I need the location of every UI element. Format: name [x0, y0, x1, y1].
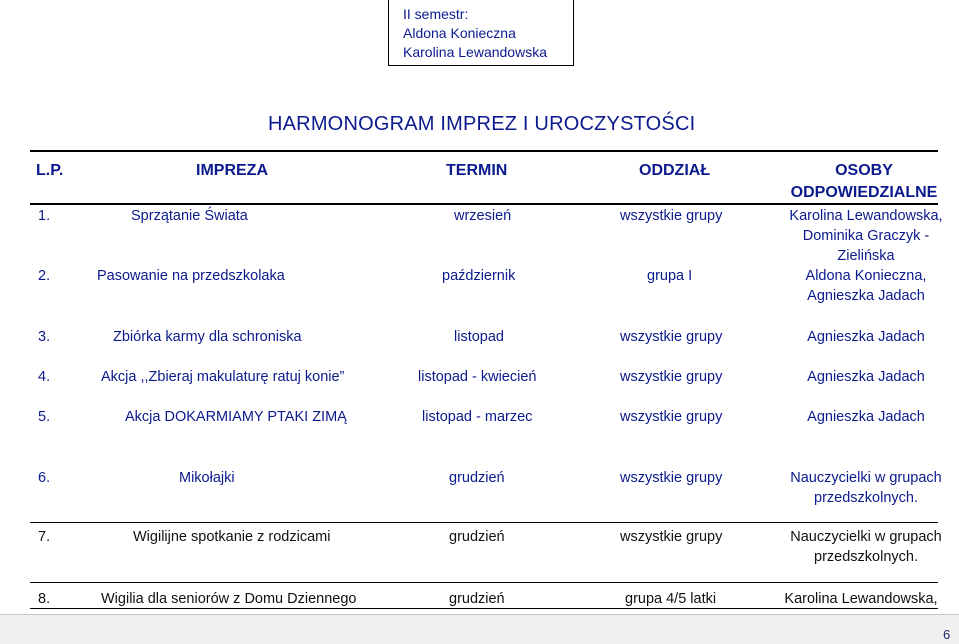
row-5-group: wszystkie grupy — [620, 409, 723, 425]
row-2-responsible — [778, 266, 954, 306]
row-4-resp-1: Agnieszka Jadach — [807, 369, 925, 385]
row-8-lp: 8. — [38, 591, 51, 607]
row-8-term: grudzień — [449, 591, 505, 607]
row-1-event: Sprzątanie Świata — [131, 208, 248, 224]
row-2-event: Pasowanie na przedszkolaka — [97, 268, 285, 284]
page-footer — [0, 614, 959, 644]
col-header-term: TERMIN — [446, 162, 508, 179]
row-1-lp: 1. — [38, 208, 51, 224]
semester-label: II semestr: — [403, 6, 469, 22]
row-6-resp-2: przedszkolnych. — [814, 490, 918, 506]
row-3-group: wszystkie grupy — [620, 329, 723, 345]
row-3-event: Zbiórka karmy dla schroniska — [113, 329, 302, 345]
row-5-lp: 5. — [38, 409, 51, 425]
row-3-responsible — [778, 327, 954, 347]
row-6-term: grudzień — [449, 470, 505, 486]
semester-person-2: Karolina Lewandowska — [403, 44, 547, 60]
row-7-resp-2: przedszkolnych. — [814, 549, 918, 565]
row-6-lp: 6. — [38, 470, 51, 486]
page-number: 6 — [943, 627, 951, 642]
col-header-lp: L.P. — [36, 162, 64, 179]
row-8-resp-1: Karolina Lewandowska, — [784, 591, 938, 607]
row-7-bottom-rule — [30, 582, 938, 583]
row-1-resp-3: Zielińska — [837, 248, 895, 264]
row-3-resp-1: Agnieszka Jadach — [807, 329, 925, 345]
row-6-group: wszystkie grupy — [620, 470, 723, 486]
document-title: HARMONOGRAM IMPREZ I UROCZYSTOŚCI — [268, 113, 696, 135]
row-1-group: wszystkie grupy — [620, 208, 723, 224]
row-6-resp-1: Nauczycielki w grupach — [790, 470, 942, 486]
row-2-term: październik — [442, 268, 516, 284]
col-header-responsible — [788, 160, 940, 204]
row-3-term: listopad — [454, 329, 504, 345]
row-6-event: Mikołajki — [179, 470, 235, 486]
row-7-event: Wigilijne spotkanie z rodzicami — [133, 529, 331, 545]
row-1-resp-1: Karolina Lewandowska, — [789, 208, 943, 224]
semester-box — [388, 0, 574, 66]
row-8-event: Wigilia dla seniorów z Domu Dziennego — [101, 591, 357, 607]
col-header-responsible-line1: OSOBY — [835, 162, 893, 179]
table-top-rule — [30, 150, 938, 152]
row-7-resp-1: Nauczycielki w grupach — [790, 529, 942, 545]
row-4-group: wszystkie grupy — [620, 369, 723, 385]
row-8-group: grupa 4/5 latki — [625, 591, 717, 607]
row-1-term: wrzesień — [454, 208, 512, 224]
row-5-resp-1: Agnieszka Jadach — [807, 409, 925, 425]
col-header-group: ODDZIAŁ — [639, 162, 711, 179]
row-7-lp: 7. — [38, 529, 51, 545]
row-4-event: Akcja ,,Zbieraj makulaturę ratuj konie” — [101, 369, 345, 385]
row-6-responsible — [778, 468, 954, 508]
row-7-term: grudzień — [449, 529, 505, 545]
row-3-lp: 3. — [38, 329, 51, 345]
row-1-resp-2: Dominika Graczyk - — [802, 228, 930, 244]
row-5-event: Akcja DOKARMIAMY PTAKI ZIMĄ — [125, 409, 347, 425]
row-2-group: grupa I — [647, 268, 693, 284]
row-4-lp: 4. — [38, 369, 51, 385]
row-5-responsible — [778, 407, 954, 427]
row-5-term: listopad - marzec — [422, 409, 533, 425]
semester-person-1: Aldona Konieczna — [403, 25, 516, 41]
col-header-responsible-line2: ODPOWIEDZIALNE — [790, 184, 938, 201]
col-header-event: IMPREZA — [196, 162, 268, 179]
row-2-resp-2: Agnieszka Jadach — [807, 288, 925, 304]
row-2-resp-1: Aldona Konieczna, — [805, 268, 927, 284]
row-8-bottom-rule — [30, 608, 938, 609]
row-1-responsible — [778, 206, 954, 266]
header-bottom-rule — [30, 203, 938, 205]
row-4-responsible — [778, 367, 954, 387]
row-2-lp: 2. — [38, 268, 51, 284]
row-8-responsible — [773, 589, 949, 609]
row-6-bottom-rule — [30, 522, 938, 523]
row-7-group: wszystkie grupy — [620, 529, 723, 545]
row-7-responsible — [778, 527, 954, 567]
row-4-term: listopad - kwiecień — [418, 369, 537, 385]
